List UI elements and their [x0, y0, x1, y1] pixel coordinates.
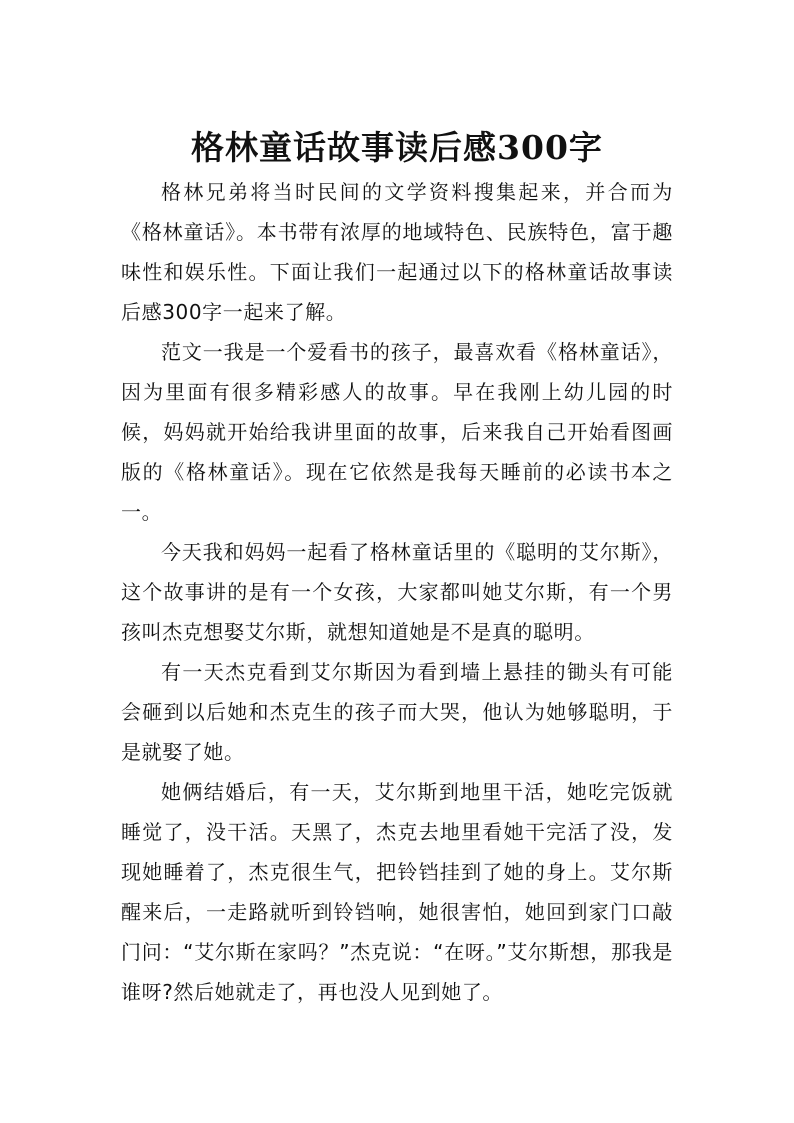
paragraph-intro: 格林兄弟将当时民间的文学资料搜集起来，并合而为《格林童话》。本书带有浓厚的地域特色、民族特色，富于趣味性和娱乐性。下面让我们一起通过以下的格林童话故事读后感300字一起来了解。 [121, 180, 673, 324]
paragraph-marriage: 有一天杰克看到艾尔斯因为看到墙上悬挂的锄头有可能会砸到以后她和杰克生的孩子而大哭，他认为她够聪明，于是就娶了她。 [121, 660, 673, 764]
paragraph-sample-one: 范文一我是一个爱看书的孩子，最喜欢看《格林童话》，因为里面有很多精彩感人的故事。早在我刚上幼儿园的时候，妈妈就开始给我讲里面的故事，后来我自己开始看图画版的《格林童话》。现在它依然是我每天睡前的必读书本之一。 [121, 340, 673, 524]
paragraph-story-start: 今天我和妈妈一起看了格林童话里的《聪明的艾尔斯》，这个故事讲的是有一个女孩，大家都叫她艾尔斯，有一个男孩叫杰克想娶艾尔斯，就想知道她是不是真的聪明。 [121, 540, 673, 644]
page-title: 格林童话故事读后感300字 [191, 128, 603, 168]
paragraph-ending: 她俩结婚后，有一天，艾尔斯到地里干活，她吃完饭就睡觉了，没干活。天黑了，杰克去地里看她干完活了没，发现她睡着了，杰克很生气，把铃铛挂到了她的身上。艾尔斯醒来后，一走路就听到铃铛响，她很害怕，她回到家门口敲门问：“艾尔斯在家吗？”杰克说：“在呀。”艾尔斯想，那我是谁呀?然后她就走了，再也没人见到她了。 [121, 780, 673, 1004]
document-body [121, 172, 673, 1012]
